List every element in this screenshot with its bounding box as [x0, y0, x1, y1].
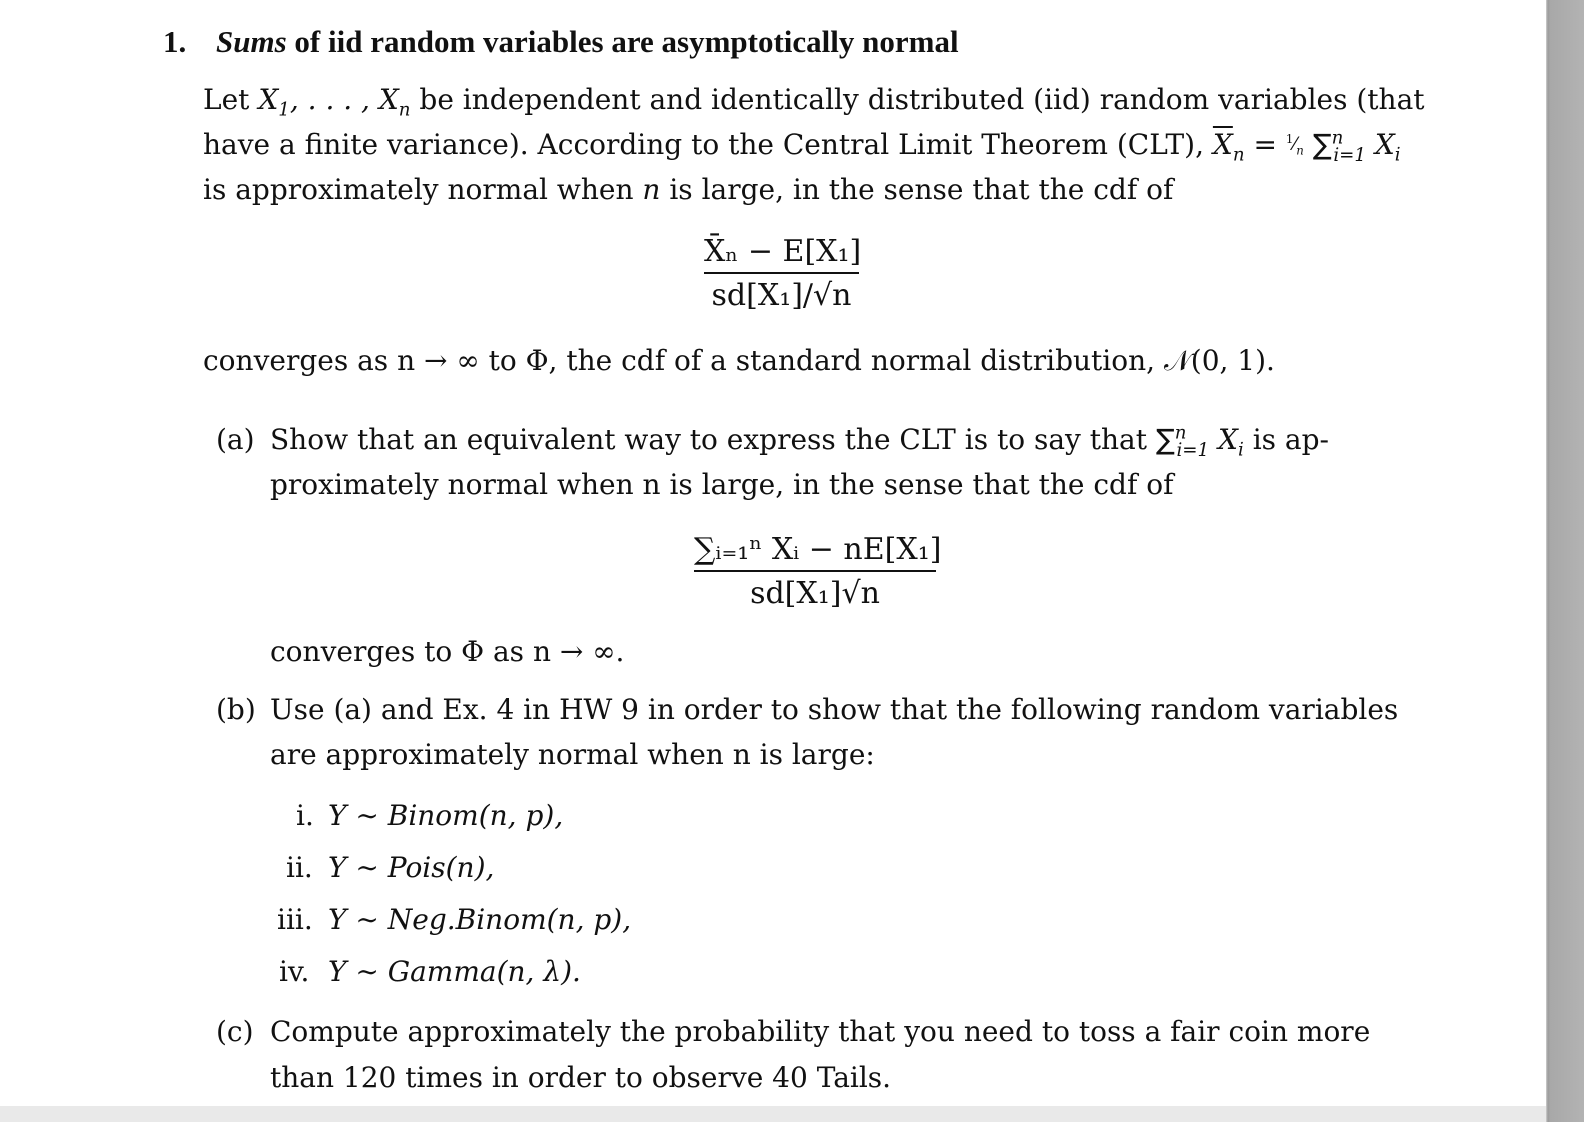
- fraction-rule: [694, 570, 936, 572]
- clt-formula-denominator: sd[X₁]/√n: [711, 278, 852, 313]
- problem-number: 1.: [163, 24, 187, 59]
- list-item: Y ∼ Gamma(n, λ).: [328, 955, 581, 988]
- part-a-line-1: Show that an equivalent way to express the CLT is to say that ∑$^n_{i=1}$ $X_i$ is ap-: [270, 422, 1330, 461]
- sum-formula-numerator: ∑ᵢ₌₁ⁿ Xᵢ − nE[X₁]: [694, 532, 942, 567]
- fraction-rule: [704, 272, 859, 274]
- part-b-line-2: are approximately normal when n is large:: [270, 738, 875, 771]
- bottom-bar: [0, 1106, 1546, 1122]
- converges-line: converges as n → ∞ to Φ, the cdf of a standard normal distribution, 𝒩(0, 1).: [203, 344, 1275, 377]
- clt-formula: [704, 234, 862, 314]
- problem-title: Sums of iid random variables are asymptotically normal: [216, 24, 959, 59]
- sum-formula: [694, 532, 942, 612]
- part-b-label: (b): [216, 693, 256, 726]
- part-a-after: converges to Φ as n → ∞.: [270, 635, 625, 668]
- intro-line-3: is approximately normal when n is large, in the sense that the cdf of: [203, 173, 1174, 206]
- list-item-number: i.: [296, 799, 314, 832]
- intro-line-1: Let $X_1$, . . . , $X_n$ be independent and identically distributed (iid) random variables (that: [203, 83, 1425, 121]
- sum-formula-denominator: sd[X₁]√n: [750, 576, 880, 611]
- list-item: Y ∼ Pois(n),: [328, 851, 495, 884]
- clt-formula-numerator: X̄ₙ − E[X₁]: [704, 234, 862, 269]
- part-c-label: (c): [216, 1015, 254, 1048]
- list-item-number: iv.: [279, 955, 310, 988]
- intro-line-2: have a finite variance). According to the Central Limit Theorem (CLT), $\overline{X}_n$ = $^1⁄_n$ ∑$^n_{i=1}$ $X_i$: [203, 127, 1401, 166]
- list-item: Y ∼ Neg.Binom(n, p),: [328, 903, 632, 936]
- part-a-label: (a): [216, 423, 255, 456]
- part-a-line-2: proximately normal when n is large, in the sense that the cdf of: [270, 468, 1174, 501]
- page-edge-shadow: [1546, 0, 1584, 1122]
- part-c-line-2: than 120 times in order to observe 40 Tails.: [270, 1061, 892, 1094]
- list-item-number: iii.: [277, 903, 313, 936]
- part-b-line-1: Use (a) and Ex. 4 in HW 9 in order to show that the following random variables: [270, 693, 1399, 726]
- list-item: Y ∼ Binom(n, p),: [328, 799, 564, 832]
- list-item-number: ii.: [286, 851, 313, 884]
- part-c-line-1: Compute approximately the probability that you need to toss a fair coin more: [270, 1015, 1371, 1048]
